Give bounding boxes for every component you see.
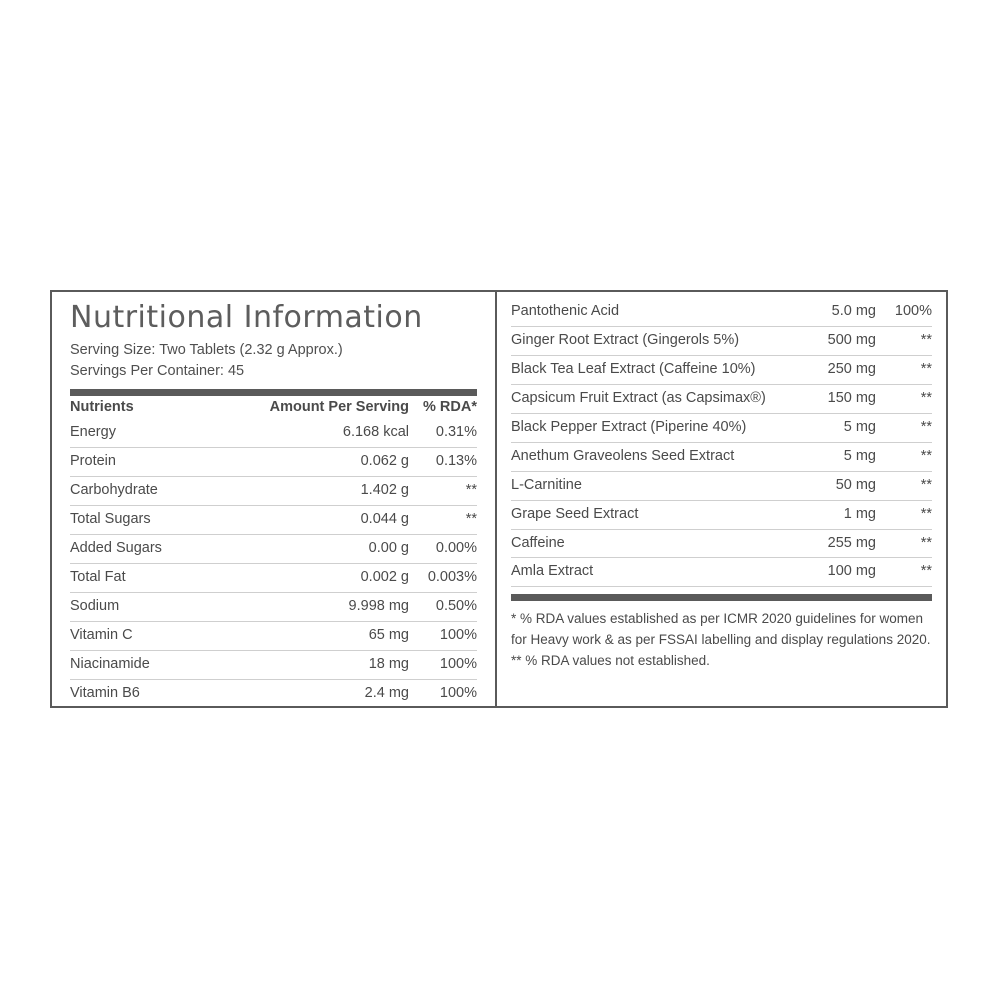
table-row <box>511 302 932 326</box>
nutrient-name: Total Sugars <box>70 506 205 535</box>
nutrient-name: Added Sugars <box>70 535 205 564</box>
nutrient-name: Total Fat <box>70 564 205 593</box>
nutrient-rda: ** <box>409 477 477 506</box>
nutrition-facts-column <box>52 292 495 706</box>
table-row <box>511 442 932 471</box>
nutrient-name: Vitamin B6 <box>70 684 140 701</box>
column-header-nutrients: Nutrients <box>70 398 134 415</box>
ingredient-name: Amla Extract <box>511 558 818 587</box>
ingredient-rda: ** <box>876 500 932 529</box>
table-row <box>70 448 477 477</box>
ingredient-name: L-Carnitine <box>511 471 818 500</box>
nutrient-name: Carbohydrate <box>70 477 205 506</box>
ingredient-amount: 250 mg <box>818 355 876 384</box>
nutrient-amount: 9.998 mg <box>205 593 409 622</box>
ingredient-rda: ** <box>876 558 932 587</box>
nutrition-panel <box>50 290 948 708</box>
table-row <box>511 471 932 500</box>
nutrient-amount: 0.002 g <box>205 564 409 593</box>
ingredient-amount: 1 mg <box>818 500 876 529</box>
ingredient-rda: ** <box>876 442 932 471</box>
nutrient-name: Energy <box>70 419 205 447</box>
nutrient-name: Protein <box>70 448 205 477</box>
ingredient-rda: ** <box>876 413 932 442</box>
nutrient-name: Sodium <box>70 593 205 622</box>
ingredient-amount: 50 mg <box>818 471 876 500</box>
table-row <box>70 679 477 707</box>
nutrient-name: Niacinamide <box>70 650 205 679</box>
ingredient-rda: ** <box>876 529 932 558</box>
serving-size-text: Serving Size: Two Tablets (2.32 g Approx.) <box>70 341 343 358</box>
table-row <box>511 413 932 442</box>
ingredient-amount: 255 mg <box>818 529 876 558</box>
ingredient-amount: 5 mg <box>818 413 876 442</box>
nutrient-rda: 100% <box>439 684 477 701</box>
nutrient-rda: 100% <box>409 622 477 651</box>
ingredient-rda: ** <box>876 384 932 413</box>
table-row <box>511 500 932 529</box>
ingredient-name: Anethum Graveolens Seed Extract <box>511 442 818 471</box>
ingredient-name: Caffeine <box>511 529 818 558</box>
nutrient-amount: 0.00 g <box>205 535 409 564</box>
thick-rule-divider-right <box>511 594 932 601</box>
column-header-amount: Amount Per Serving <box>269 398 409 415</box>
ingredient-name: Pantothenic Acid <box>511 302 818 326</box>
ingredient-name: Capsicum Fruit Extract (as Capsimax®) <box>511 384 818 413</box>
ingredients-column <box>497 292 946 706</box>
column-header-rda: % RDA* <box>423 398 477 415</box>
ingredient-amount: 100 mg <box>818 558 876 587</box>
table-row <box>70 419 477 447</box>
nutrient-rda: 0.50% <box>409 593 477 622</box>
ingredients-table <box>511 302 932 587</box>
ingredient-name: Black Tea Leaf Extract (Caffeine 10%) <box>511 355 818 384</box>
footnote-rda: * % RDA values established as per ICMR 2020 guidelines for women for Heavy work & as per FSSAI labelling and display regulations 2020. <box>511 611 931 648</box>
table-row <box>511 558 932 587</box>
table-row <box>511 326 932 355</box>
table-row <box>70 564 477 593</box>
footnote-no-rda: ** % RDA values not established. <box>511 653 710 669</box>
nutrient-amount: 18 mg <box>205 650 409 679</box>
table-row <box>70 650 477 679</box>
ingredient-amount: 500 mg <box>818 326 876 355</box>
table-row <box>511 384 932 413</box>
ingredient-amount: 5.0 mg <box>818 302 876 326</box>
nutrient-rda: 100% <box>409 650 477 679</box>
nutrient-amount: 0.062 g <box>205 448 409 477</box>
table-row <box>70 593 477 622</box>
table-row <box>70 535 477 564</box>
nutrients-table-header-row <box>70 396 477 420</box>
nutrient-rda: ** <box>409 506 477 535</box>
nutrient-amount: 65 mg <box>205 622 409 651</box>
ingredient-name: Ginger Root Extract (Gingerols 5%) <box>511 326 818 355</box>
nutrient-amount: 2.4 mg <box>364 684 409 701</box>
ingredient-name: Black Pepper Extract (Piperine 40%) <box>511 413 818 442</box>
ingredient-rda: 100% <box>876 302 932 326</box>
table-row <box>511 529 932 558</box>
nutrient-rda: 0.13% <box>409 448 477 477</box>
table-row <box>511 355 932 384</box>
servings-per-container-text: Servings Per Container: 45 <box>70 362 245 379</box>
ingredient-rda: ** <box>876 471 932 500</box>
nutrient-amount: 1.402 g <box>205 477 409 506</box>
table-row <box>70 622 477 651</box>
thick-rule-divider <box>70 389 477 396</box>
ingredient-name: Grape Seed Extract <box>511 500 818 529</box>
page-title: Nutritional Information <box>70 300 423 335</box>
ingredient-rda: ** <box>876 355 932 384</box>
nutrients-table <box>70 396 477 708</box>
nutrient-name: Vitamin C <box>70 622 205 651</box>
ingredient-amount: 150 mg <box>818 384 876 413</box>
nutrient-amount: 6.168 kcal <box>205 419 409 447</box>
nutrient-rda: 0.00% <box>409 535 477 564</box>
nutrient-rda: 0.003% <box>409 564 477 593</box>
nutrient-rda: 0.31% <box>409 419 477 447</box>
ingredient-amount: 5 mg <box>818 442 876 471</box>
table-row <box>70 477 477 506</box>
ingredient-rda: ** <box>876 326 932 355</box>
nutrient-amount: 0.044 g <box>205 506 409 535</box>
table-row <box>70 506 477 535</box>
